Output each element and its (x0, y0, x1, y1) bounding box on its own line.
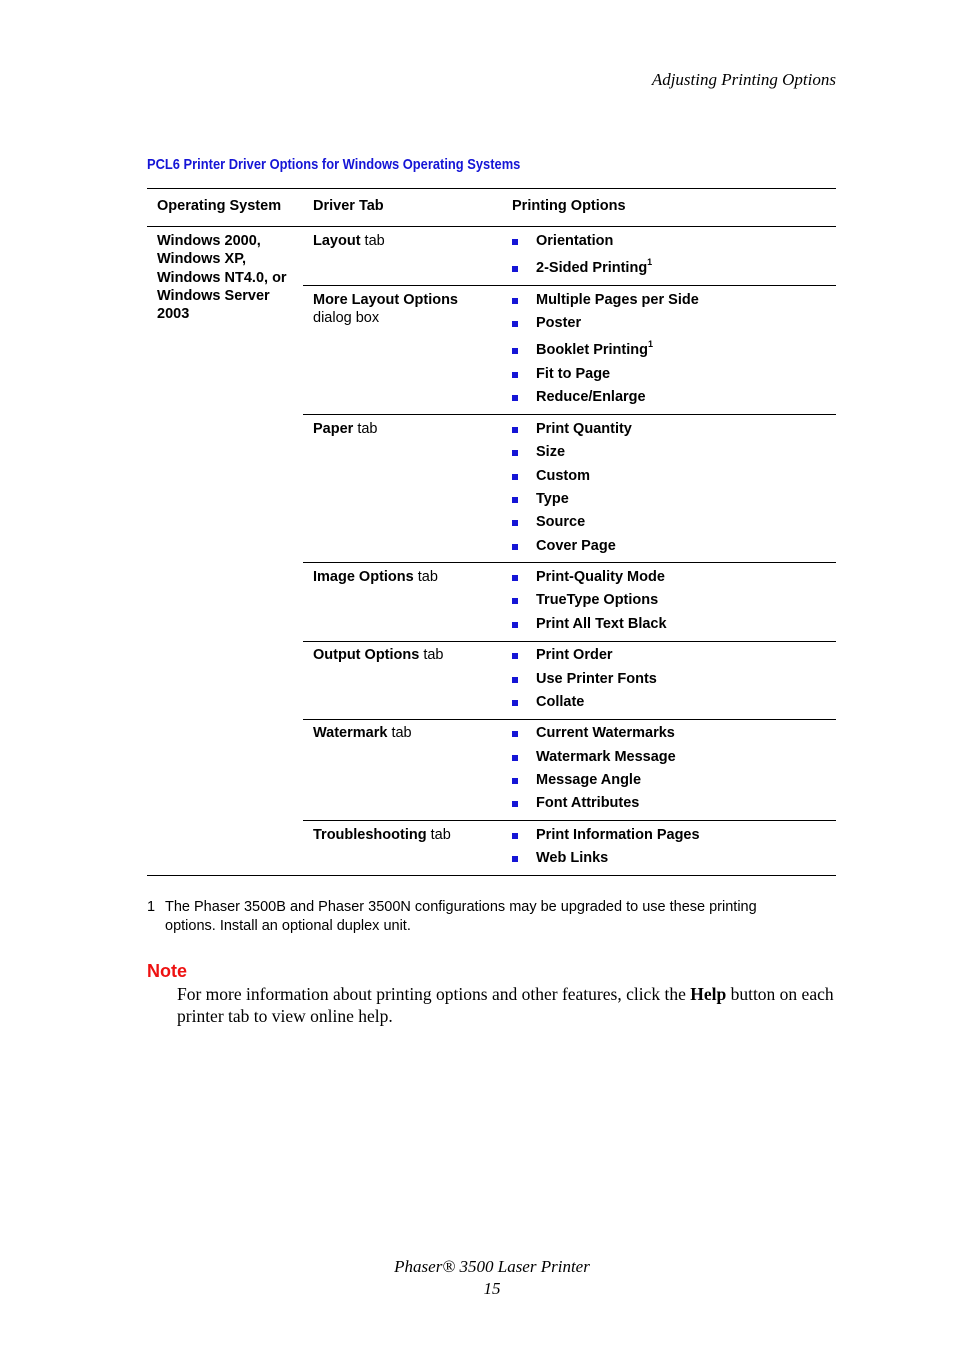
printing-option-label (536, 826, 700, 844)
square-bullet-icon (512, 239, 518, 245)
printing-option-label (536, 341, 653, 359)
running-header: Adjusting Printing Options (651, 70, 836, 89)
driver-tab-name: Watermark (313, 725, 388, 741)
printing-option-label (536, 591, 658, 609)
square-bullet-icon (512, 395, 518, 401)
printing-option-label (536, 724, 675, 742)
row-separator-rule (303, 820, 836, 821)
printing-option-label (536, 568, 665, 586)
driver-tab-cell (313, 232, 385, 250)
printing-option-label (536, 794, 639, 812)
printing-option-label (536, 748, 676, 766)
square-bullet-icon (512, 677, 518, 683)
printing-option-label (536, 420, 632, 438)
printing-option-label (536, 771, 641, 789)
col-header-operating-system: Operating System (157, 198, 282, 214)
row-separator-rule (303, 719, 836, 720)
row-separator-rule (303, 641, 836, 642)
driver-tab-name: More Layout Options (313, 292, 458, 308)
printing-option-label (536, 646, 613, 664)
square-bullet-icon (512, 778, 518, 784)
driver-tab-cell (313, 568, 438, 586)
driver-tab-suffix: tab (426, 827, 451, 843)
header-bottom-rule (147, 226, 836, 227)
square-bullet-icon (512, 598, 518, 604)
option-text: Poster (536, 315, 582, 331)
driver-tab-suffix: tab (419, 647, 444, 663)
footnote-text (165, 898, 757, 936)
note-text: button on each printer tab to view online help. (177, 984, 834, 1026)
table-top-rule (147, 188, 836, 189)
driver-tab-suffix: tab (413, 569, 438, 585)
table-title: PCL6 Printer Driver Options for Windows Operating Systems (147, 156, 521, 173)
option-text: Fit to Page (536, 366, 611, 382)
printing-option-label (536, 849, 608, 867)
os-line: Windows XP, (157, 251, 247, 268)
os-line: Windows NT4.0, or (157, 269, 287, 286)
printing-option-label (536, 443, 565, 461)
option-text: Cover Page (536, 538, 616, 554)
driver-tab-cell (313, 724, 412, 742)
square-bullet-icon (512, 348, 518, 354)
option-text: Use Printer Fonts (536, 671, 657, 687)
square-bullet-icon (512, 544, 518, 550)
footer-product: Phaser® 3500 Laser Printer (394, 1257, 590, 1276)
driver-tab-cell (313, 291, 458, 327)
square-bullet-icon (512, 427, 518, 433)
option-text: Size (536, 444, 566, 460)
square-bullet-icon (512, 731, 518, 737)
printing-option-label (536, 537, 616, 555)
printing-option-label (536, 314, 581, 332)
os-line: 2003 (157, 306, 190, 323)
row-separator-rule (303, 562, 836, 563)
square-bullet-icon (512, 474, 518, 480)
os-line: Windows Server (157, 287, 270, 304)
printing-option-label (536, 291, 699, 309)
note-body (177, 983, 837, 1027)
printing-option-label (536, 388, 646, 406)
option-text: Orientation (536, 233, 614, 249)
row-separator-rule (303, 285, 836, 286)
option-text: Collate (536, 694, 585, 710)
option-text: Print Quantity (536, 421, 632, 437)
printing-option-label (536, 615, 667, 633)
option-text: Font Attributes (536, 795, 640, 811)
option-text: 2-Sided Printing (536, 260, 648, 276)
row-separator-rule (303, 414, 836, 415)
driver-tab-name: Image Options (313, 569, 414, 585)
option-text: Print Order (536, 647, 613, 663)
note-title: Note (147, 961, 187, 981)
driver-tab-name: Paper (313, 421, 354, 437)
printing-option-label (536, 670, 657, 688)
table-bottom-rule (147, 875, 836, 876)
driver-tab-cell (313, 826, 451, 844)
col-header-printing-options: Printing Options (512, 198, 626, 214)
square-bullet-icon (512, 700, 518, 706)
option-text: Custom (536, 468, 590, 484)
square-bullet-icon (512, 321, 518, 327)
option-text: Print All Text Black (536, 616, 667, 632)
operating-system-cell (157, 232, 287, 323)
square-bullet-icon (512, 520, 518, 526)
option-text: Booklet Printing (536, 342, 648, 358)
driver-tab-suffix: tab (353, 421, 378, 437)
option-text: Source (536, 514, 586, 530)
square-bullet-icon (512, 833, 518, 839)
option-text: Print Information Pages (536, 827, 700, 843)
printing-option-label (536, 365, 610, 383)
printing-option-label (536, 259, 652, 277)
option-text: Web Links (536, 850, 609, 866)
square-bullet-icon (512, 450, 518, 456)
square-bullet-icon (512, 801, 518, 807)
square-bullet-icon (512, 622, 518, 628)
page-number: 15 (483, 1279, 501, 1298)
driver-tab-name: Layout (313, 233, 361, 249)
help-button-reference: Help (690, 984, 727, 1004)
footnote-line: options. Install an optional duplex unit. (165, 918, 411, 934)
square-bullet-icon (512, 575, 518, 581)
driver-tab-cell (313, 646, 444, 664)
option-text: TrueType Options (536, 592, 659, 608)
square-bullet-icon (512, 298, 518, 304)
footnote-marker: 1 (647, 339, 653, 350)
footnote-number: 1 (147, 899, 156, 915)
option-text: Message Angle (536, 772, 642, 788)
square-bullet-icon (512, 856, 518, 862)
option-text: Watermark Message (536, 749, 676, 765)
driver-tab-name: Troubleshooting (313, 827, 427, 843)
square-bullet-icon (512, 497, 518, 503)
option-text: Current Watermarks (536, 725, 675, 741)
option-text: Print-Quality Mode (536, 569, 665, 585)
printing-option-label (536, 467, 590, 485)
note-text: For more information about printing options and other features, click the (177, 984, 691, 1004)
option-text: Multiple Pages per Side (536, 292, 699, 308)
square-bullet-icon (512, 372, 518, 378)
driver-tab-suffix: tab (387, 725, 412, 741)
square-bullet-icon (512, 266, 518, 272)
printing-option-label (536, 232, 613, 250)
printing-option-label (536, 490, 569, 508)
os-line: Windows 2000, (157, 233, 261, 249)
footnote-marker: 1 (647, 257, 653, 268)
square-bullet-icon (512, 755, 518, 761)
option-text: Reduce/Enlarge (536, 389, 646, 405)
col-header-driver-tab: Driver Tab (313, 198, 384, 214)
printing-option-label (536, 693, 584, 711)
option-text: Type (536, 491, 569, 507)
driver-tab-cell (313, 420, 378, 438)
driver-tab-suffix: tab (360, 233, 385, 249)
driver-tab-name: Output Options (313, 647, 420, 663)
printing-option-label (536, 513, 585, 531)
driver-tab-line2: dialog box (313, 310, 380, 326)
footnote-line: The Phaser 3500B and Phaser 3500N configurations may be upgraded to use these printing (165, 899, 757, 915)
square-bullet-icon (512, 653, 518, 659)
